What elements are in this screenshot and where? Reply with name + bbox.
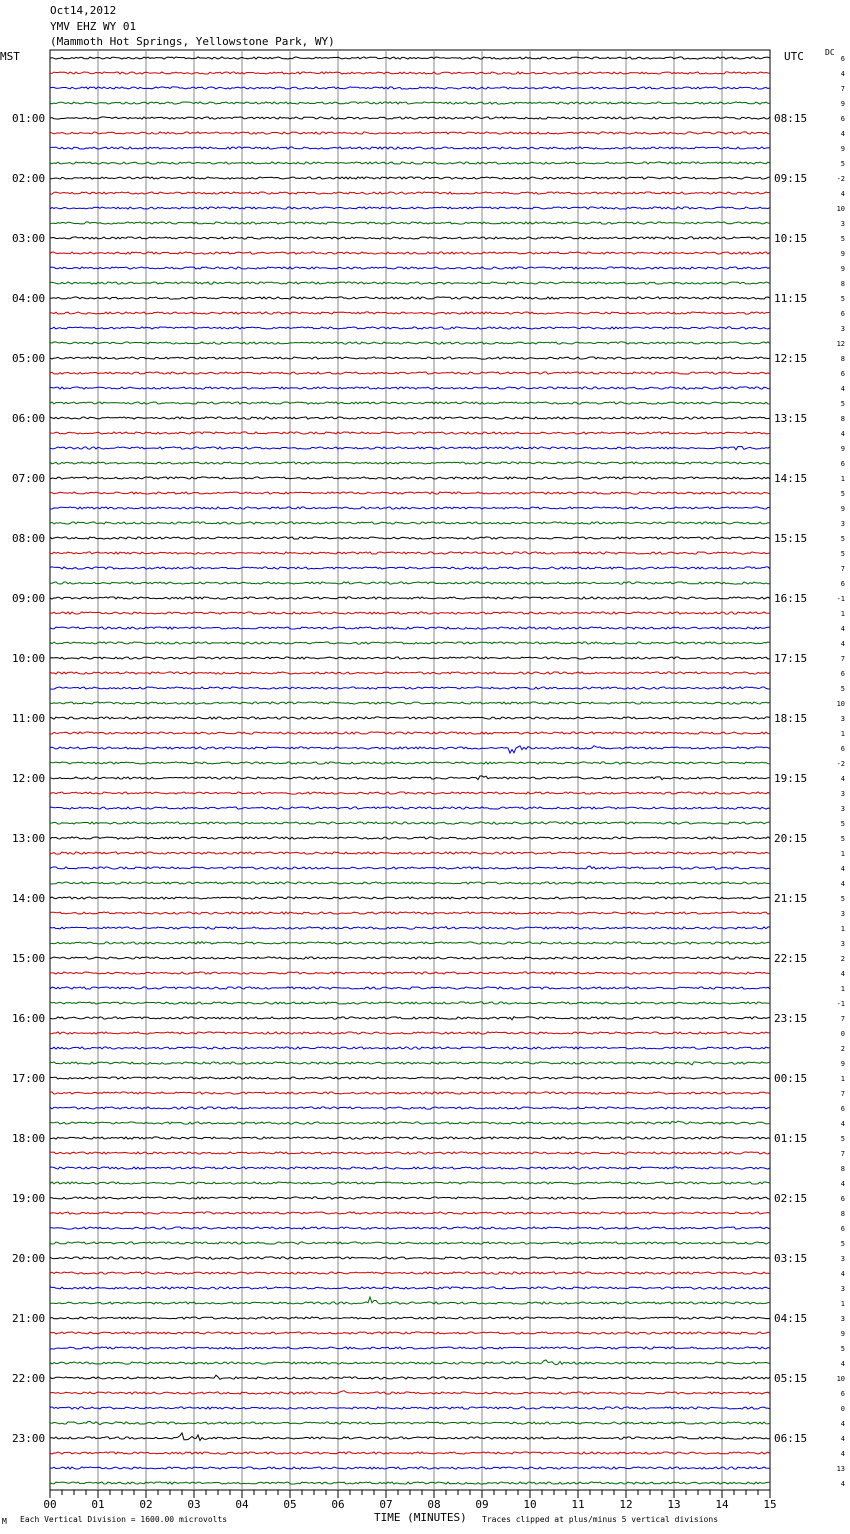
dc-offset-value: 4 [840, 1270, 845, 1278]
trace-row [50, 1002, 770, 1004]
trace-row [50, 357, 770, 359]
trace-row [50, 1360, 770, 1365]
right-hour-label: 22:15 [774, 952, 808, 965]
trace-row [50, 1137, 770, 1139]
trace-row [50, 912, 770, 914]
dc-offset-value: -2 [836, 760, 845, 768]
trace-row [50, 882, 770, 884]
trace-row [50, 57, 770, 59]
dc-offset-value: 1 [840, 730, 845, 738]
right-hour-label: 08:15 [774, 112, 808, 125]
dc-offset-value: 0 [840, 1405, 845, 1413]
dc-offset-value: 8 [840, 355, 845, 363]
trace-row [50, 746, 770, 753]
dc-offset-value: 1 [840, 850, 845, 858]
left-hour-label: 03:00 [12, 232, 46, 245]
trace-row [50, 642, 770, 644]
dc-label: DC [825, 48, 835, 57]
dc-offset-value: 5 [840, 235, 845, 243]
dc-offset-value: 4 [840, 775, 845, 783]
dc-offset-value: 4 [840, 190, 845, 198]
trace-row [50, 1452, 770, 1454]
dc-offset-value: 7 [840, 1015, 845, 1023]
left-hour-label: 16:00 [12, 1012, 46, 1025]
trace-row [50, 492, 770, 494]
right-hour-label: 03:15 [774, 1252, 808, 1265]
trace-row [50, 477, 770, 479]
trace-row [50, 732, 770, 734]
dc-offset-value: 3 [840, 1255, 845, 1263]
plot-frame [50, 50, 770, 1490]
scale-note: Each Vertical Division = 1600.00 microvolts [20, 1515, 228, 1524]
dc-offset-value: 4 [840, 970, 845, 978]
dc-offset-value: -1 [836, 595, 845, 603]
dc-offset-value: 3 [840, 715, 845, 723]
dc-offset-value: 0 [840, 1030, 845, 1038]
trace-row [50, 1375, 770, 1379]
dc-offset-value: 8 [840, 415, 845, 423]
dc-offset-value: 10 [836, 1375, 845, 1383]
dc-offset-value: 7 [840, 1150, 845, 1158]
dc-offset-value: 6 [840, 370, 845, 378]
right-hour-label: 04:15 [774, 1312, 808, 1325]
trace-row [50, 522, 770, 524]
trace-row [50, 1421, 770, 1424]
dc-offset-value: 6 [840, 670, 845, 678]
dc-offset-value: -2 [836, 175, 845, 183]
dc-offset-value: 4 [840, 640, 845, 648]
dc-offset-value: 8 [840, 280, 845, 288]
dc-offset-value: 8 [840, 1165, 845, 1173]
left-hour-label: 11:00 [12, 712, 46, 725]
x-tick-label: 00 [43, 1498, 57, 1511]
right-hour-label: 19:15 [774, 772, 808, 785]
dc-offset-value: 9 [840, 250, 845, 258]
trace-row [50, 1257, 770, 1259]
dc-offset-value: 4 [840, 625, 845, 633]
dc-offset-value: 4 [840, 1480, 845, 1488]
dc-offset-value: 4 [840, 1420, 845, 1428]
trace-row [50, 702, 770, 704]
dc-offset-value: 9 [840, 1060, 845, 1068]
x-tick-label: 09 [475, 1498, 489, 1511]
trace-row [50, 282, 770, 284]
right-hour-label: 10:15 [774, 232, 808, 245]
trace-row [50, 297, 770, 299]
trace-row [50, 1032, 770, 1034]
dc-offset-value: 2 [840, 1045, 845, 1053]
trace-row [50, 582, 770, 584]
trace-row [50, 207, 770, 209]
right-hour-label: 16:15 [774, 592, 808, 605]
trace-row [50, 837, 770, 839]
dc-offset-value: 5 [840, 685, 845, 693]
dc-offset-value: 4 [840, 880, 845, 888]
trace-row [50, 627, 770, 629]
right-hour-label: 18:15 [774, 712, 808, 725]
dc-offset-value: 3 [840, 1315, 845, 1323]
trace-row [50, 597, 770, 599]
trace-row [50, 252, 770, 254]
right-hour-label: 17:15 [774, 652, 808, 665]
dc-offset-value: 6 [840, 580, 845, 588]
x-tick-label: 07 [379, 1498, 393, 1511]
trace-row [50, 987, 770, 989]
trace-row [50, 342, 770, 344]
right-hour-label: 15:15 [774, 532, 808, 545]
trace-row [50, 1482, 770, 1484]
x-tick-label: 12 [619, 1498, 633, 1511]
dc-offset-value: 5 [840, 295, 845, 303]
dc-offset-value: 10 [836, 205, 845, 213]
trace-row [50, 507, 770, 509]
dc-offset-value: 8 [840, 1210, 845, 1218]
dc-offset-value: 5 [840, 895, 845, 903]
dc-offset-value: 4 [840, 70, 845, 78]
dc-offset-value: 7 [840, 655, 845, 663]
clip-note: Traces clipped at plus/minus 5 vertical divisions [482, 1515, 719, 1524]
dc-offset-value: 6 [840, 55, 845, 63]
dc-offset-value: 7 [840, 1090, 845, 1098]
left-hour-label: 19:00 [12, 1192, 46, 1205]
trace-row [50, 417, 770, 419]
right-hour-label: 09:15 [774, 172, 808, 185]
dc-offset-value: 4 [840, 130, 845, 138]
dc-offset-value: 9 [840, 505, 845, 513]
dc-offset-value: 9 [840, 1330, 845, 1338]
trace-row [50, 372, 770, 374]
dc-offset-value: 3 [840, 520, 845, 528]
trace-row [50, 1092, 770, 1094]
trace-row [50, 1047, 770, 1049]
x-tick-label: 10 [523, 1498, 537, 1511]
x-tick-label: 08 [427, 1498, 441, 1511]
dc-offset-value: 4 [840, 1360, 845, 1368]
left-hour-label: 12:00 [12, 772, 46, 785]
trace-row [50, 852, 770, 854]
left-hour-label: 17:00 [12, 1072, 46, 1085]
dc-offset-value: 6 [840, 115, 845, 123]
dc-offset-value: -1 [836, 1000, 845, 1008]
trace-row [50, 132, 770, 134]
left-hour-label: 02:00 [12, 172, 46, 185]
trace-row [50, 1272, 770, 1274]
dc-offset-value: 4 [840, 1120, 845, 1128]
trace-row [50, 1467, 770, 1469]
dc-offset-value: 6 [840, 1105, 845, 1113]
trace-row [50, 1242, 770, 1245]
trace-row [50, 927, 770, 930]
trace-row [50, 1317, 770, 1319]
dc-offset-value: 1 [840, 985, 845, 993]
dc-offset-value: 1 [840, 1300, 845, 1308]
dc-offset-value: 5 [840, 490, 845, 498]
trace-row [50, 1347, 770, 1349]
x-tick-label: 04 [235, 1498, 249, 1511]
left-hour-label: 20:00 [12, 1252, 46, 1265]
dc-offset-value: 6 [840, 1225, 845, 1233]
right-hour-label: 12:15 [774, 352, 808, 365]
dc-offset-value: 13 [836, 1465, 845, 1473]
trace-row [50, 1152, 770, 1154]
date-label: Oct14,2012 [50, 4, 117, 17]
trace-row [50, 402, 770, 404]
dc-offset-value: 5 [840, 1240, 845, 1248]
dc-offset-value: 4 [840, 430, 845, 438]
dc-offset-value: 4 [840, 1450, 845, 1458]
trace-row [50, 807, 770, 809]
trace-row [50, 447, 770, 450]
left-hour-label: 07:00 [12, 472, 46, 485]
dc-offset-value: 4 [840, 1180, 845, 1188]
trace-row [50, 327, 770, 329]
dc-offset-value: 3 [840, 790, 845, 798]
left-hour-label: 23:00 [12, 1432, 46, 1445]
location-label: (Mammoth Hot Springs, Yellowstone Park, WY) [50, 35, 335, 48]
trace-row [50, 1433, 770, 1441]
x-tick-label: 03 [187, 1498, 201, 1511]
dc-offset-value: 1 [840, 610, 845, 618]
trace-row [50, 312, 770, 314]
left-hour-label: 09:00 [12, 592, 46, 605]
station-label: YMV EHZ WY 01 [50, 20, 137, 33]
dc-offset-value: 6 [840, 1390, 845, 1398]
dc-offset-value: 7 [840, 565, 845, 573]
trace-row [50, 792, 770, 794]
trace-row [50, 537, 770, 539]
dc-offset-value: 4 [840, 385, 845, 393]
dc-offset-value: 3 [840, 1285, 845, 1293]
dc-offset-value: 5 [840, 400, 845, 408]
x-tick-label: 01 [91, 1498, 105, 1511]
right-hour-label: 05:15 [774, 1372, 808, 1385]
left-hour-label: 10:00 [12, 652, 46, 665]
trace-row [50, 717, 770, 719]
left-hour-label: 21:00 [12, 1312, 46, 1325]
dc-offset-value: 4 [840, 865, 845, 873]
dc-offset-value: 6 [840, 460, 845, 468]
trace-row [50, 1197, 770, 1199]
right-hour-label: 23:15 [774, 1012, 808, 1025]
x-tick-label: 14 [715, 1498, 729, 1511]
right-timezone-label: UTC [784, 50, 804, 63]
right-hour-label: 21:15 [774, 892, 808, 905]
x-tick-label: 02 [139, 1498, 153, 1511]
dc-offset-value: 9 [840, 445, 845, 453]
x-tick-label: 15 [763, 1498, 777, 1511]
left-hour-label: 01:00 [12, 112, 46, 125]
dc-offset-value: 5 [840, 550, 845, 558]
trace-row [50, 1332, 770, 1334]
trace-row [50, 1017, 770, 1020]
trace-row [50, 657, 770, 659]
trace-row [50, 776, 770, 780]
trace-row [50, 957, 770, 959]
dc-offset-value: 3 [840, 325, 845, 333]
trace-row [50, 237, 770, 239]
trace-row [50, 1407, 770, 1409]
dc-offset-value: 6 [840, 310, 845, 318]
right-hour-label: 00:15 [774, 1072, 808, 1085]
left-hour-label: 05:00 [12, 352, 46, 365]
trace-row [50, 1212, 770, 1214]
trace-row [50, 162, 770, 164]
dc-offset-value: 2 [840, 955, 845, 963]
trace-row [50, 192, 770, 194]
dc-offset-value: 6 [840, 1195, 845, 1203]
dc-offset-value: 6 [840, 745, 845, 753]
dc-offset-value: 1 [840, 1075, 845, 1083]
trace-row [50, 267, 770, 269]
dc-offset-value: 5 [840, 160, 845, 168]
dc-offset-value: 5 [840, 1135, 845, 1143]
trace-row [50, 762, 770, 764]
dc-offset-value: 5 [840, 820, 845, 828]
trace-row [50, 1287, 770, 1289]
trace-row [50, 897, 770, 899]
dc-offset-value: 3 [840, 910, 845, 918]
trace-row [50, 462, 770, 464]
left-hour-label: 08:00 [12, 532, 46, 545]
trace-row [50, 387, 770, 389]
trace-row [50, 432, 770, 434]
trace-row [50, 942, 770, 944]
dc-offset-value: 5 [840, 835, 845, 843]
trace-row [50, 972, 770, 974]
dc-offset-value: 12 [836, 340, 845, 348]
dc-offset-value: 3 [840, 940, 845, 948]
x-tick-label: 11 [571, 1498, 585, 1511]
dc-offset-value: 1 [840, 925, 845, 933]
trace-row [50, 552, 770, 554]
right-hour-label: 11:15 [774, 292, 808, 305]
trace-row [50, 1062, 770, 1065]
left-hour-label: 14:00 [12, 892, 46, 905]
trace-row [50, 1107, 770, 1109]
trace-row [50, 672, 770, 674]
left-hour-label: 18:00 [12, 1132, 46, 1145]
left-hour-label: 15:00 [12, 952, 46, 965]
trace-row [50, 1297, 770, 1304]
right-hour-label: 01:15 [774, 1132, 808, 1145]
right-hour-label: 13:15 [774, 412, 808, 425]
x-axis-label: TIME (MINUTES) [374, 1511, 467, 1524]
trace-row [50, 822, 770, 824]
left-hour-label: 04:00 [12, 292, 46, 305]
trace-row [50, 72, 770, 74]
right-hour-label: 20:15 [774, 832, 808, 845]
trace-row [50, 147, 770, 149]
x-tick-label: 13 [667, 1498, 681, 1511]
dc-offset-value: 4 [840, 1435, 845, 1443]
dc-offset-value: 9 [840, 265, 845, 273]
dc-offset-value: 7 [840, 85, 845, 93]
trace-row [50, 866, 770, 869]
trace-row [50, 1121, 770, 1124]
left-timezone-label: MST [0, 50, 20, 63]
trace-row [50, 567, 770, 569]
dc-offset-value: 9 [840, 145, 845, 153]
x-tick-label: 05 [283, 1498, 297, 1511]
left-hour-label: 22:00 [12, 1372, 46, 1385]
trace-row [50, 1227, 770, 1229]
trace-row [50, 1077, 770, 1079]
corner-mark: M [2, 1517, 7, 1526]
trace-row [50, 687, 770, 689]
right-hour-label: 02:15 [774, 1192, 808, 1205]
dc-offset-value: 3 [840, 220, 845, 228]
dc-offset-value: 5 [840, 535, 845, 543]
trace-row [50, 102, 770, 104]
trace-row [50, 177, 770, 179]
dc-offset-value: 5 [840, 1345, 845, 1353]
x-tick-label: 06 [331, 1498, 345, 1511]
dc-offset-value: 9 [840, 100, 845, 108]
trace-row [50, 1391, 770, 1395]
trace-row [50, 87, 770, 89]
trace-row [50, 612, 770, 614]
dc-offset-value: 10 [836, 700, 845, 708]
right-hour-label: 14:15 [774, 472, 808, 485]
trace-row [50, 117, 770, 119]
left-hour-label: 13:00 [12, 832, 46, 845]
trace-row [50, 222, 770, 224]
dc-offset-value: 3 [840, 805, 845, 813]
trace-row [50, 1182, 770, 1184]
trace-row [50, 1167, 770, 1169]
right-hour-label: 06:15 [774, 1432, 808, 1445]
left-hour-label: 06:00 [12, 412, 46, 425]
dc-offset-value: 1 [840, 475, 845, 483]
